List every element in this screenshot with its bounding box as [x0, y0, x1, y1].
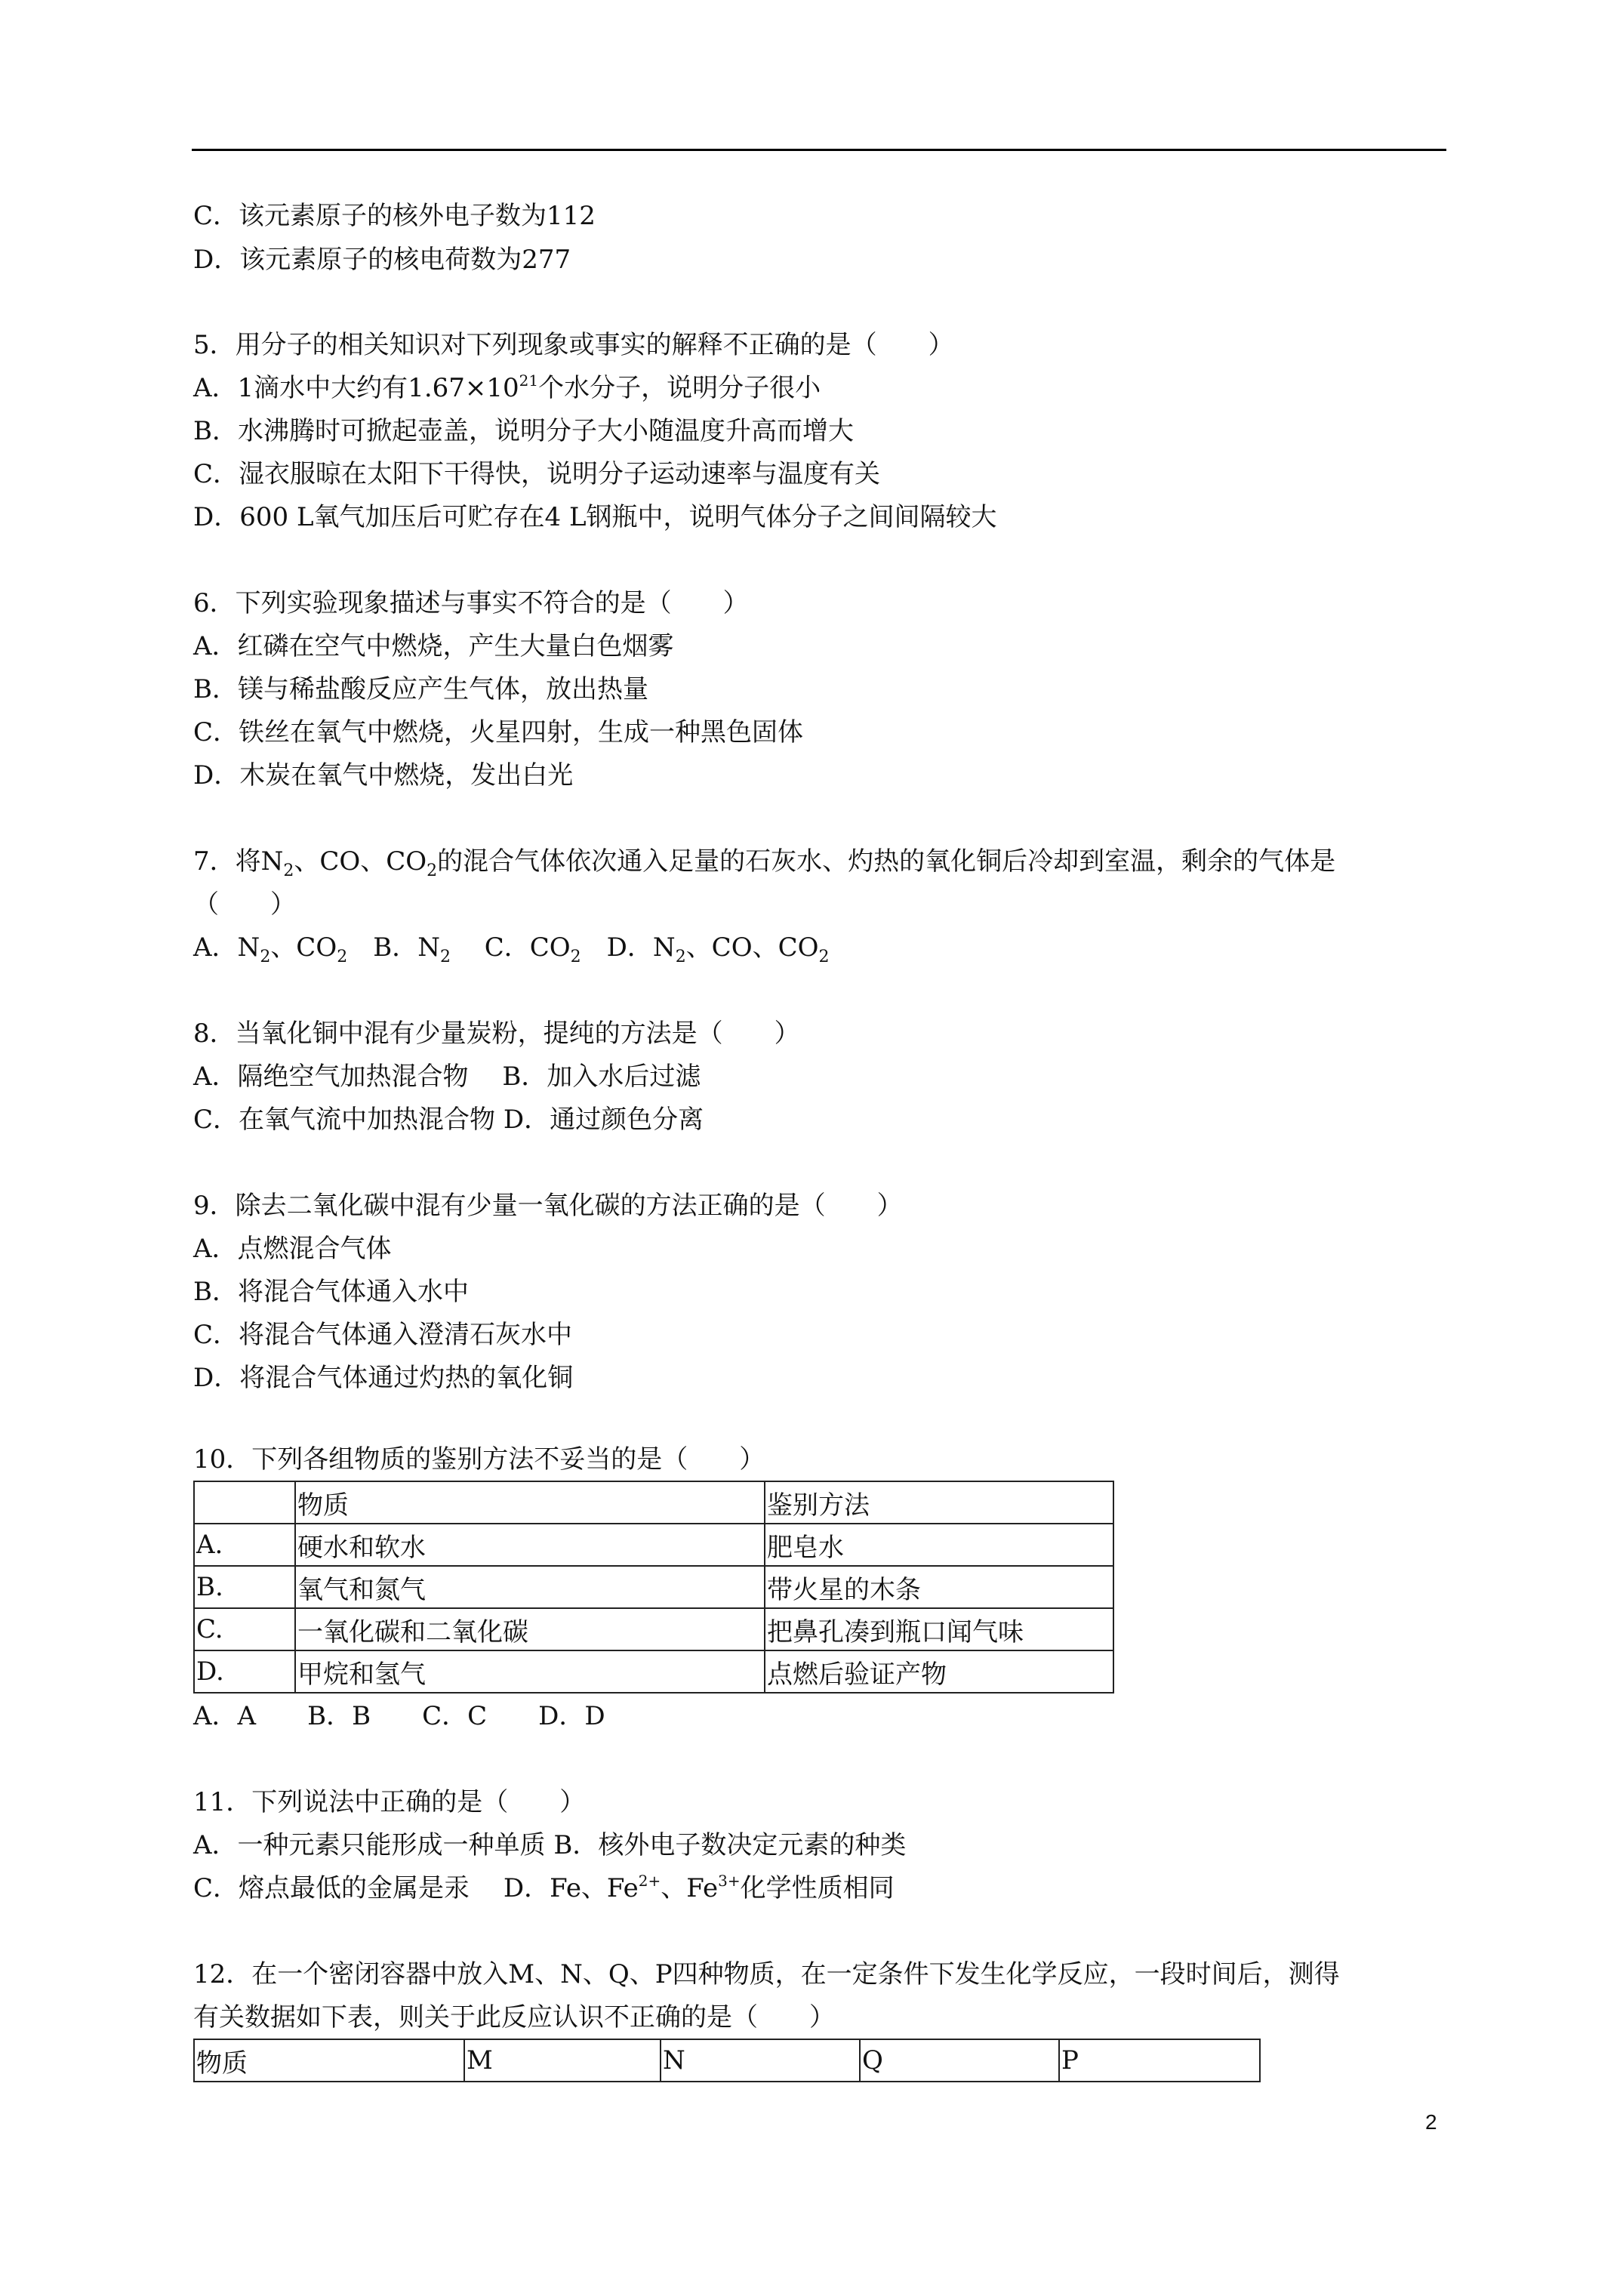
- table-cell: 鉴别方法: [765, 1481, 1113, 1524]
- table-row: [194, 1524, 1113, 1566]
- table-cell: M: [464, 2039, 661, 2082]
- table-row: [194, 2039, 1260, 2082]
- q6-option-c: C．铁丝在氧气中燃烧，火星四射，生成一种黑色固体: [193, 717, 804, 747]
- q12-stem-line2: 有关数据如下表，则关于此反应认识不正确的是（ ）: [193, 2002, 835, 2032]
- q4-option-c: C．该元素原子的核外电子数为112: [193, 201, 596, 231]
- q11-options-ab: A．一种元素只能形成一种单质 B．核外电子数决定元素的种类: [193, 1830, 907, 1860]
- table-cell: 点燃后验证产物: [765, 1650, 1113, 1693]
- table-cell: C.: [194, 1608, 295, 1650]
- table-row: [194, 1650, 1113, 1693]
- table-cell: 把鼻孔凑到瓶口闻气味: [765, 1608, 1113, 1650]
- header-rule: [192, 149, 1446, 151]
- q12-stem-line1: 12．在一个密闭容器中放入M、N、Q、P四种物质，在一定条件下发生化学反应，一段时间后，测得: [193, 1959, 1340, 1989]
- q5-option-c: C．湿衣服晾在太阳下干得快，说明分子运动速率与温度有关: [193, 459, 881, 489]
- page-number: 2: [1425, 2110, 1437, 2134]
- q9-option-d: D．将混合气体通过灼热的氧化铜: [193, 1363, 574, 1393]
- q6-option-a: A．红磷在空气中燃烧，产生大量白色烟雾: [193, 631, 674, 661]
- q9-option-b: B．将混合气体通入水中: [193, 1277, 469, 1307]
- q8-stem: 8．当氧化铜中混有少量炭粉，提纯的方法是（ ）: [193, 1019, 800, 1049]
- q6-option-d: D．木炭在氧气中燃烧，发出白光: [193, 760, 574, 791]
- q10-table: [193, 1481, 1114, 1693]
- q10-options: A．A B．B C．C D．D: [193, 1701, 605, 1731]
- table-row: [194, 1566, 1113, 1608]
- table-cell: 一氧化碳和二氧化碳: [295, 1608, 765, 1650]
- q7-stem-paren: （ ）: [193, 889, 296, 920]
- q11-stem: 11．下列说法中正确的是（ ）: [193, 1787, 586, 1817]
- q10-stem: 10．下列各组物质的鉴别方法不妥当的是（ ）: [193, 1444, 765, 1475]
- table-cell: 硬水和软水: [295, 1524, 765, 1566]
- table-cell: P: [1059, 2039, 1260, 2082]
- q7-stem: 7．将$N_2$、CO、$CO_2$的混合气体依次通入足量的石灰水、灼热的氧化铜后冷却到室温，剩余的气体是: [193, 846, 1336, 880]
- q8-options-cd: C．在氧气流中加热混合物 D．通过颜色分离: [193, 1105, 704, 1135]
- table-cell: 氧气和氮气: [295, 1566, 765, 1608]
- q9-stem: 9．除去二氧化碳中混有少量一氧化碳的方法正确的是（ ）: [193, 1191, 903, 1221]
- q9-option-a: A．点燃混合气体: [193, 1234, 392, 1264]
- table-cell: Q: [860, 2039, 1059, 2082]
- q12-table: [193, 2039, 1261, 2082]
- table-row: [194, 1481, 1113, 1524]
- q5-option-a: A．1滴水中大约有$1.67\times 10^{21}$个水分子，说明分子很小: [193, 371, 821, 403]
- q8-options-ab: A．隔绝空气加热混合物 B．加入水后过滤: [193, 1062, 701, 1092]
- table-cell: 甲烷和氢气: [295, 1650, 765, 1693]
- q5-option-d: D．600 L氧气加压后可贮存在4 L钢瓶中，说明气体分子之间间隔较大: [193, 502, 997, 532]
- q5-option-b: B．水沸腾时可掀起壶盖，说明分子大小随温度升高而增大: [193, 416, 854, 446]
- table-cell: 物质: [295, 1481, 765, 1524]
- table-cell: 肥皂水: [765, 1524, 1113, 1566]
- q11-options-cd: C．熔点最低的金属是汞 D．Fe、$Fe^{2+}$、$Fe^{3+}$化学性质相同: [193, 1872, 895, 1903]
- table-cell: B.: [194, 1566, 295, 1608]
- q5-stem: 5．用分子的相关知识对下列现象或事实的解释不正确的是（ ）: [193, 330, 954, 360]
- table-cell: 带火星的木条: [765, 1566, 1113, 1608]
- q6-stem: 6．下列实验现象描述与事实不符合的是（ ）: [193, 588, 749, 618]
- table-cell: 物质: [194, 2039, 464, 2082]
- q4-option-d: D．该元素原子的核电荷数为277: [193, 245, 571, 275]
- q9-option-c: C．将混合气体通入澄清石灰水中: [193, 1320, 573, 1350]
- q7-options: A．$N_2$、$CO_2$ B．$N_2$ C．$CO_2$ D．$N_2$、CO、$CO_2$: [193, 932, 830, 966]
- table-cell: [194, 1481, 295, 1524]
- table-cell: D.: [194, 1650, 295, 1693]
- q6-option-b: B．镁与稀盐酸反应产生气体，放出热量: [193, 674, 648, 704]
- table-row: [194, 1608, 1113, 1650]
- table-cell: A.: [194, 1524, 295, 1566]
- table-cell: N: [661, 2039, 860, 2082]
